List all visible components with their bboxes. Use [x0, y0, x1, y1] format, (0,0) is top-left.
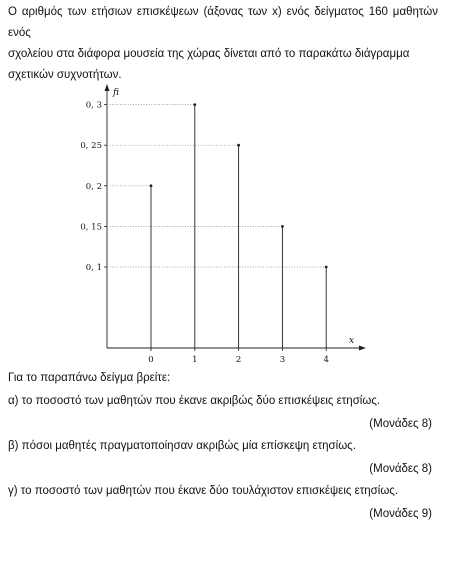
intro-line-2: σχολείου στα διάφορα μουσεία της χώρας δίνεται από το παρακάτω διάγραμμα [8, 48, 410, 60]
x-tick-label: 0 [148, 355, 154, 365]
relative-frequency-chart [0, 80, 463, 370]
x-axis-arrow [359, 346, 366, 351]
x-tick-label: 1 [192, 355, 198, 365]
stem-dot [325, 266, 328, 269]
stem-dot [237, 144, 240, 147]
question-b: β) πόσοι μαθητές πραγματοποίησαν ακριβώς μία επίσκεψη ετησίως. [8, 440, 356, 452]
x-axis-label: x [349, 336, 355, 346]
problem-statement [8, 2, 438, 86]
marks-c: (Μονάδες 9) [369, 508, 432, 520]
y-tick-label: 0, 25 [80, 141, 102, 152]
marks-b: (Μονάδες 8) [369, 463, 432, 475]
y-tick-label: 0, 3 [85, 100, 102, 111]
stem-dot [281, 225, 284, 228]
question-a: α) το ποσοστό των μαθητών που έκανε ακριβώς δύο επισκέψεις ετησίως. [8, 395, 381, 407]
y-tick-label: 0, 15 [80, 222, 102, 233]
y-tick-label: 0, 1 [85, 263, 102, 273]
intro-line-3: σχετικών συχνοτήτων. [8, 69, 122, 81]
x-tick-label: 3 [279, 355, 286, 365]
questions-prompt: Για το παραπάνω δείγμα βρείτε: [8, 372, 171, 384]
stem-dot [150, 184, 153, 187]
y-axis-label: fi [113, 88, 120, 98]
x-tick-label: 4 [323, 355, 329, 365]
stem-dot [193, 103, 196, 106]
x-tick-label: 2 [235, 355, 242, 365]
question-c: γ) το ποσοστό των μαθητών που έκανε δύο τουλάχιστον επισκέψεις ετησίως. [8, 485, 399, 497]
y-tick-label: 0, 2 [85, 181, 102, 192]
y-axis-arrow [105, 84, 110, 91]
marks-a: (Μονάδες 8) [369, 418, 432, 430]
intro-line-1: Ο αριθμός των ετήσιων επισκέψεων (άξονας των x) ενός δείγματος 160 μαθητών ενός [8, 6, 438, 39]
